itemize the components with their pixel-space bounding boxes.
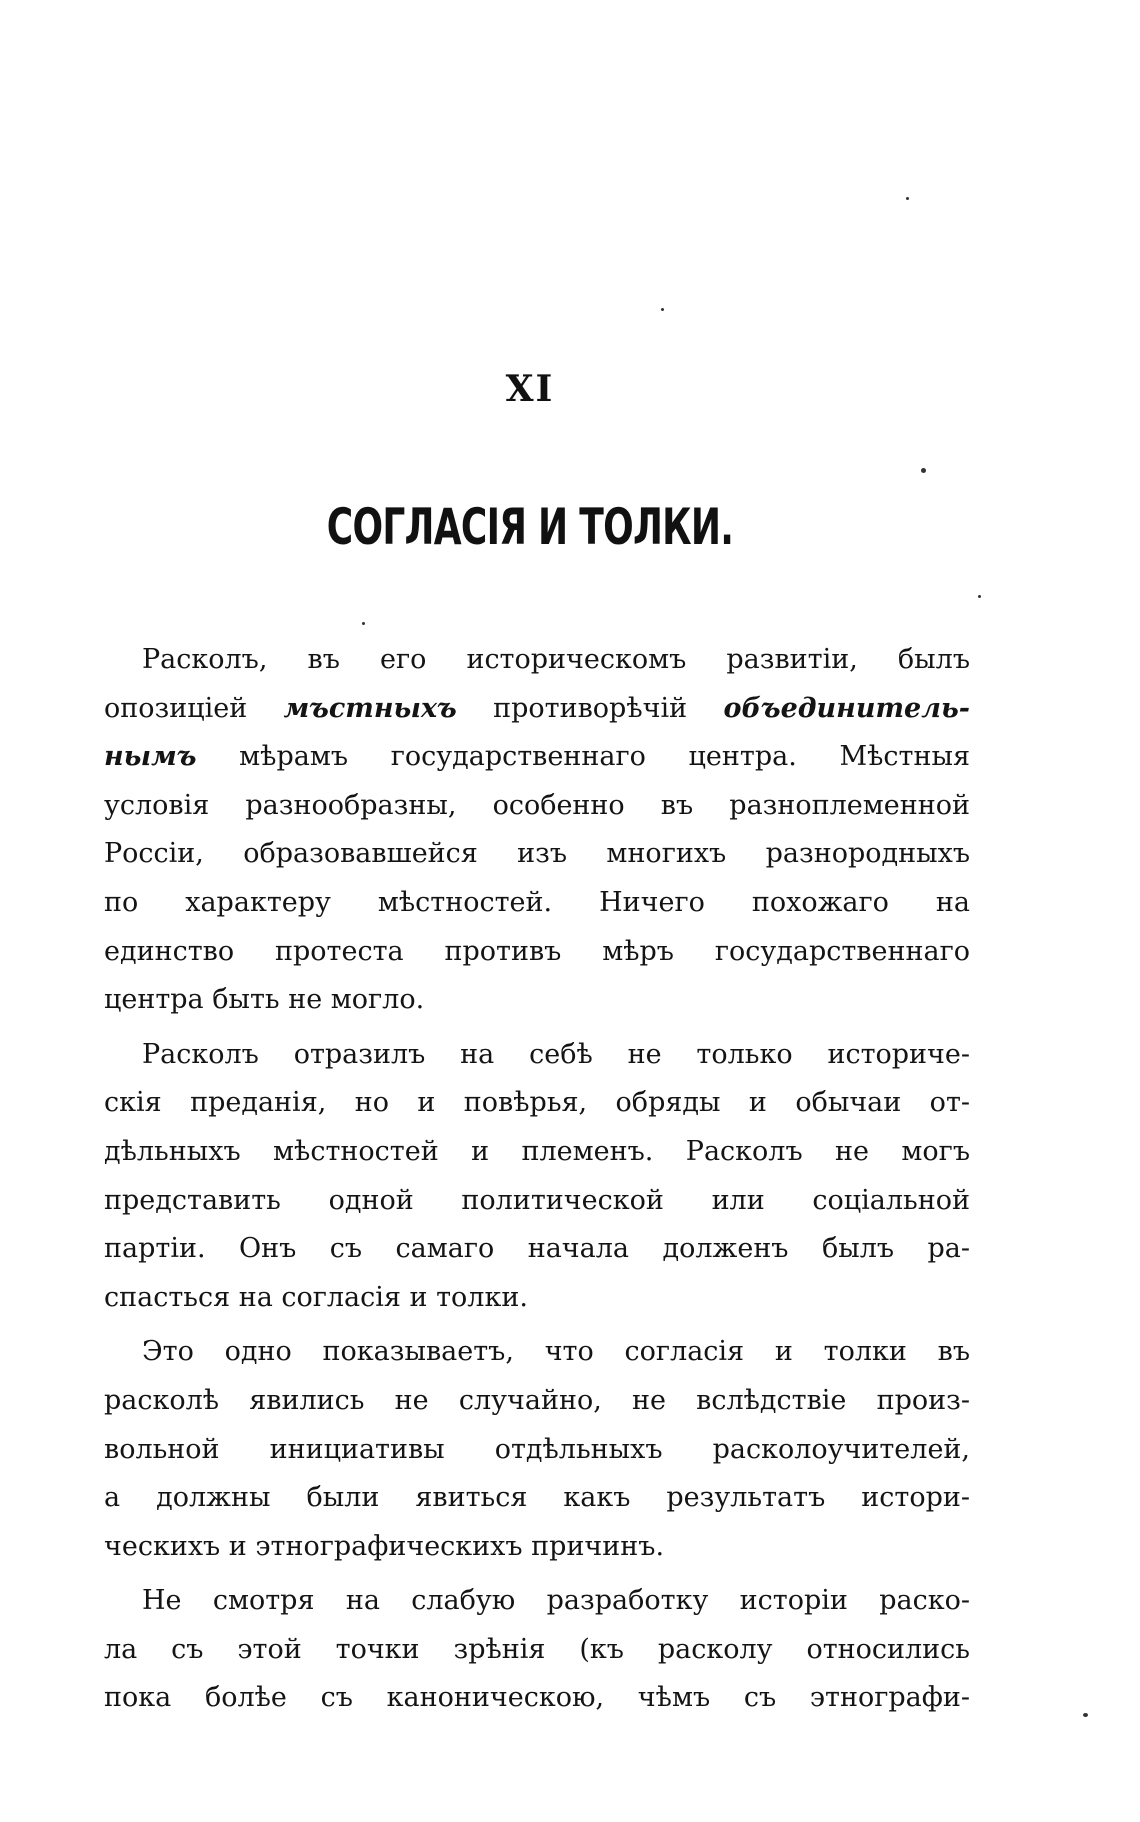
body-text — [104, 636, 970, 1723]
scan-speck — [1083, 1713, 1088, 1717]
text-line: пока болѣе съ каноническою, чѣмъ съ этнографи- — [104, 1682, 970, 1714]
text-line: Расколъ отразилъ на себѣ не только историче- — [142, 1038, 970, 1070]
text-line: условія разнообразны, особенно въ разноплеменной — [104, 789, 970, 821]
text-line: опозиціей мъстныхъ противорѣчій объединитель- — [104, 692, 970, 724]
text-line: Россіи, образовавшейся изъ многихъ разнородныхъ — [104, 838, 970, 870]
emphasized-word: нымъ — [104, 741, 197, 773]
scan-speck — [906, 197, 909, 200]
text-line: нымъ мѣрамъ государственнаго центра. Мѣстныя — [104, 741, 970, 773]
text-line: ла съ этой точки зрѣнія (къ расколу относились — [104, 1633, 970, 1665]
emphasized-word: объединитель- — [723, 692, 970, 724]
text-line: Не смотря на слабую разработку исторіи раско- — [142, 1585, 970, 1617]
paragraph-2 — [104, 1031, 970, 1323]
text-line: партіи. Онъ съ самаго начала долженъ былъ ра- — [104, 1233, 970, 1265]
text-line: вольной инициативы отдѣльныхъ расколоучителей, — [104, 1433, 970, 1465]
text-line: ческихъ и этнографическихъ причинъ. — [104, 1530, 665, 1562]
text-line: дѣльныхъ мѣстностей и племенъ. Расколъ не могъ — [104, 1135, 970, 1167]
text-line: спасться на согласія и толки. — [104, 1281, 528, 1313]
text-line: представить одной политической или соціальной — [104, 1184, 970, 1216]
chapter-number: XI — [505, 368, 555, 410]
scan-speck — [921, 468, 926, 473]
scan-speck — [978, 595, 981, 598]
paragraph-3 — [104, 1328, 970, 1571]
scan-speck — [661, 308, 664, 311]
paragraph-1 — [104, 636, 970, 1025]
text-line: а должны были явиться какъ результатъ истори- — [104, 1482, 970, 1514]
emphasized-word: мъстныхъ — [283, 692, 457, 724]
text-line: расколѣ явились не случайно, не вслѣдствіе произ- — [104, 1384, 970, 1416]
text-line: Это одно показываетъ, что согласія и толки въ — [142, 1336, 970, 1368]
text-line: по характеру мѣстностей. Ничего похожаго на — [104, 886, 970, 918]
text-line: единство протеста противъ мѣръ государственнаго — [104, 935, 970, 967]
chapter-title: СОГЛАСІЯ И ТОЛКИ. — [326, 498, 734, 556]
text-line: Расколъ, въ его историческомъ развитіи, былъ — [142, 644, 970, 675]
scan-speck — [362, 622, 365, 625]
paragraph-4 — [104, 1577, 970, 1723]
text-line: скія преданія, но и повѣрья, обряды и обычаи от- — [104, 1087, 970, 1119]
text-line: центра быть не могло. — [104, 984, 425, 1016]
